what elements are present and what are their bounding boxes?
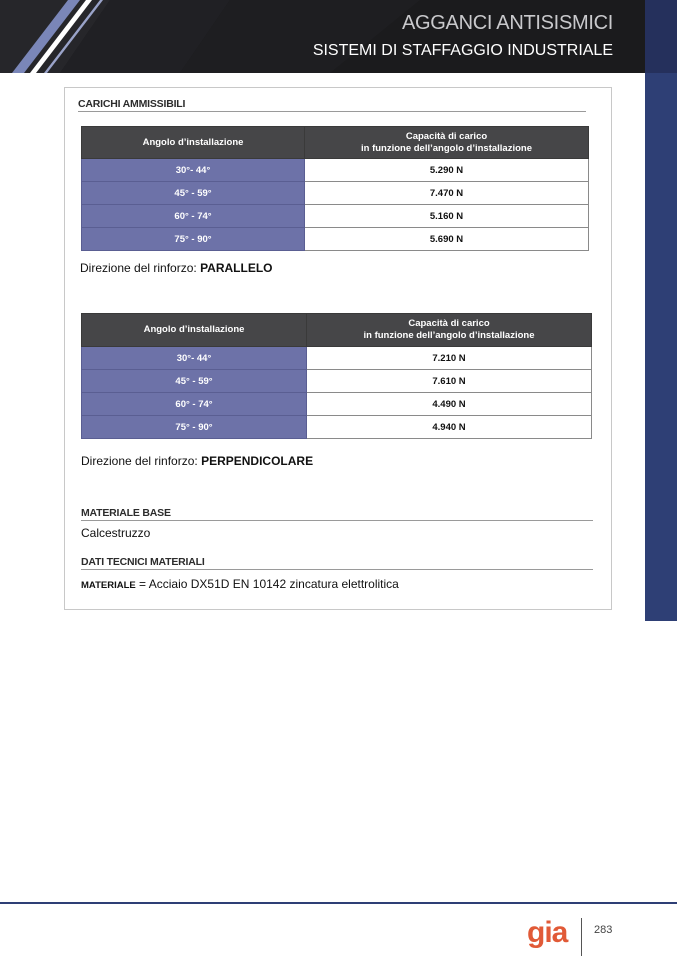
capacity-cell: 5.290 N xyxy=(305,159,589,182)
capacity-cell: 7.610 N xyxy=(307,370,592,393)
material-value: Acciaio DX51D EN 10142 zincatura elettrolitica xyxy=(148,577,399,591)
section-title-technical-data: DATI TECNICI MATERIALI xyxy=(81,556,205,568)
table-row xyxy=(82,370,592,393)
capacity-cell: 5.690 N xyxy=(305,228,589,251)
col-header-capacity-line1: Capacità di carico xyxy=(408,318,490,329)
side-color-band xyxy=(645,73,677,621)
page-header xyxy=(0,0,677,73)
angle-cell: 60° - 74° xyxy=(82,205,305,228)
col-header-angle: Angolo d’installazione xyxy=(82,127,305,159)
capacity-cell: 7.470 N xyxy=(305,182,589,205)
table-row xyxy=(82,159,589,182)
table-row xyxy=(82,205,589,228)
brand-logo: gia xyxy=(527,916,568,949)
section-divider xyxy=(81,520,593,521)
material-spec xyxy=(81,577,399,591)
angle-cell: 30°- 44° xyxy=(82,347,307,370)
angle-cell: 60° - 74° xyxy=(82,393,307,416)
angle-cell: 45° - 59° xyxy=(82,182,305,205)
col-header-capacity-line1: Capacità di carico xyxy=(405,130,488,142)
header-decoration xyxy=(0,0,677,73)
col-header-capacity xyxy=(307,314,592,347)
table-row xyxy=(82,416,592,439)
capacity-cell: 4.490 N xyxy=(307,393,592,416)
section-title-loads: CARICHI AMMISSIBILI xyxy=(78,98,186,110)
capacity-cell: 4.940 N xyxy=(307,416,592,439)
base-material-value: Calcestruzzo xyxy=(81,526,151,540)
angle-cell: 75° - 90° xyxy=(82,228,305,251)
direction-value: PERPENDICOLARE xyxy=(201,454,314,468)
col-header-capacity xyxy=(305,127,589,159)
direction-perpendicular xyxy=(81,454,313,468)
direction-label: Direzione del rinforzo: xyxy=(81,454,198,468)
col-header-capacity-line2: in funzione dell’angolo d’installazione xyxy=(360,142,532,154)
table-row xyxy=(82,228,589,251)
col-header-capacity-line2: in funzione dell’angolo d’installazione xyxy=(363,330,535,341)
loads-table-perpendicular xyxy=(81,313,592,439)
table-row xyxy=(82,393,592,416)
loads-table-parallel xyxy=(81,126,589,251)
logo-separator xyxy=(581,918,582,956)
angle-cell: 45° - 59° xyxy=(82,370,307,393)
table-row xyxy=(82,182,589,205)
footer-divider xyxy=(0,902,677,904)
angle-cell: 30°- 44° xyxy=(82,159,305,182)
direction-label: Direzione del rinforzo: xyxy=(80,261,197,275)
col-header-angle: Angolo d’installazione xyxy=(82,314,307,347)
angle-cell: 75° - 90° xyxy=(82,416,307,439)
capacity-cell: 7.210 N xyxy=(307,347,592,370)
direction-value: PARALLELO xyxy=(200,261,273,275)
direction-parallel xyxy=(80,261,273,275)
section-divider xyxy=(81,569,593,570)
page-number: 283 xyxy=(594,924,613,936)
header-title: AGGANCI ANTISISMICI xyxy=(402,12,613,34)
table-row xyxy=(82,347,592,370)
capacity-cell: 5.160 N xyxy=(305,205,589,228)
material-key: MATERIALE xyxy=(81,580,136,591)
section-divider xyxy=(78,111,586,112)
material-separator: = xyxy=(135,577,149,591)
section-title-base-material: MATERIALE BASE xyxy=(81,507,171,519)
header-subtitle: SISTEMI DI STAFFAGGIO INDUSTRIALE xyxy=(312,42,613,59)
